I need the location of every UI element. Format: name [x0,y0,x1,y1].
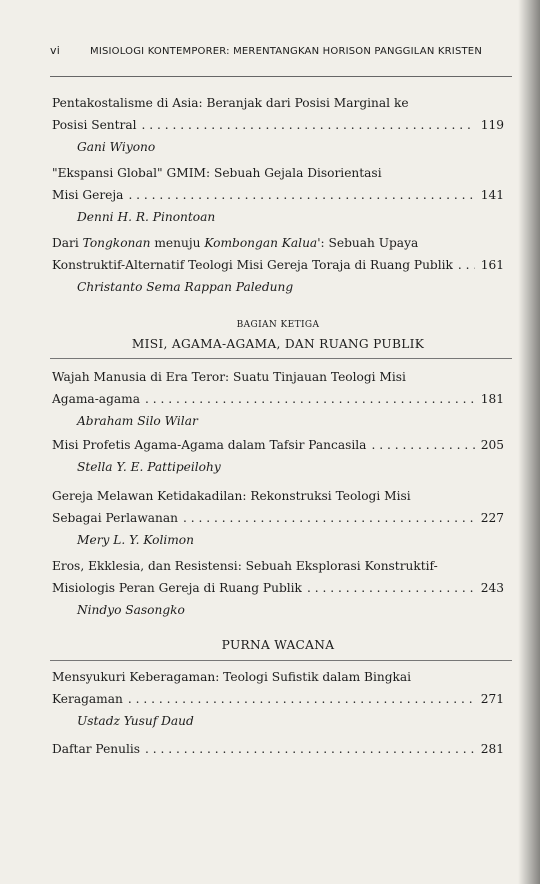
running-header [50,44,510,57]
entry-page-number: 271 [480,692,504,706]
entry-page-number: 141 [480,188,504,202]
entry-leader-line [52,688,504,710]
entry-page-number: 281 [480,742,504,756]
entry-title-part: : Sebuah Upaya [320,236,419,250]
dot-leader [145,738,475,760]
entry-page-number: 205 [480,438,504,452]
entry-author: Stella Y. E. Pattipeilohy [77,460,221,474]
dot-leader [183,507,475,529]
entry-title-end: Misi Profetis Agama-Agama dalam Tafsir Pancasila [52,438,367,452]
toc-entry[interactable] [52,92,504,158]
entry-title-end: Posisi Sentral [52,118,137,132]
entry-author: Abraham Silo Wilar [77,414,198,428]
entry-title-end: Keragaman [52,692,123,706]
page-gutter-shadow [518,0,540,884]
entry-page-number: 227 [480,511,504,525]
part-title: MISI, AGAMA-AGAMA, DAN RUANG PUBLIK [131,337,425,351]
toc-entry[interactable] [52,434,504,478]
entry-leader-line [52,738,504,760]
part-label: BAGIAN KETIGA [236,320,320,330]
running-title: MISIOLOGI KONTEMPORER: MERENTANGKAN HORISON PANGGILAN KRISTEN [90,46,482,57]
entry-page-number: 161 [480,258,504,272]
toc-entry[interactable] [52,666,504,732]
entry-title-line: Pentakostalisme di Asia: Beranjak dari Posisi Marginal ke [52,96,409,110]
entry-author: Ustadz Yusuf Daud [77,714,194,728]
entry-leader-line [52,388,504,410]
toc-entry[interactable] [52,162,504,228]
entry-title-line: Eros, Ekklesia, dan Resistensi: Sebuah Eksplorasi Konstruktif- [52,559,438,573]
dot-leader [145,388,475,410]
section-title: PURNA WACANA [221,638,335,652]
page-number: vi [50,44,60,57]
entry-leader-line [52,114,504,136]
toc-entry[interactable] [52,232,504,298]
entry-title-end: Misi Gereja [52,188,124,202]
entry-title-line: "Ekspansi Global" GMIM: Sebuah Gejala Disorientasi [52,166,382,180]
dot-leader [371,434,475,456]
entry-author: Nindyo Sasongko [77,603,185,617]
entry-title-end: Sebagai Perlawanan [52,511,178,525]
entry-author: Christanto Sema Rappan Paledung [77,280,294,294]
entry-title-line: Wajah Manusia di Era Teror: Suatu Tinjauan Teologi Misi [52,370,406,384]
toc-entry[interactable] [52,485,504,551]
entry-title-italic: Tongkonan [82,236,151,250]
entry-author: Gani Wiyono [77,140,156,154]
part-rule [50,358,512,359]
entry-title-end: Agama-agama [52,392,140,406]
entry-page-number: 243 [480,581,504,595]
dot-leader [128,688,475,710]
section-rule [50,660,512,661]
entry-title-line: Gereja Melawan Ketidakadilan: Rekonstruksi Teologi Misi [52,489,411,503]
entry-leader-line [52,434,504,456]
dot-leader [128,184,475,206]
entry-title-end: Konstruktif-Alternatif Teologi Misi Gereja Toraja di Ruang Publik [52,258,453,272]
entry-author: Denni H. R. Pinontoan [77,210,216,224]
entry-page-number: 181 [480,392,504,406]
entry-title-end: Daftar Penulis [52,742,141,756]
entry-leader-line [52,254,504,276]
entry-leader-line [52,507,504,529]
entry-leader-line [52,184,504,206]
entry-title-italic: Kombongan Kalua' [204,236,321,250]
entry-title-end: Misiologis Peran Gereja di Ruang Publik [52,581,302,595]
dot-leader [458,254,475,276]
header-rule [50,76,512,77]
toc-entry[interactable] [52,366,504,432]
entry-title-line: Mensyukuri Keberagaman: Teologi Sufistik dalam Bingkai [52,670,412,684]
entry-title-part: menuju [150,236,205,250]
toc-entry[interactable] [52,555,504,621]
entry-page-number: 119 [480,118,504,132]
toc-entry[interactable] [52,738,504,760]
entry-title-line [52,232,504,254]
entry-author: Mery L. Y. Kolimon [77,533,194,547]
entry-title-part: Dari [52,236,83,250]
dot-leader [142,114,475,136]
entry-leader-line [52,577,504,599]
dot-leader [307,577,475,599]
